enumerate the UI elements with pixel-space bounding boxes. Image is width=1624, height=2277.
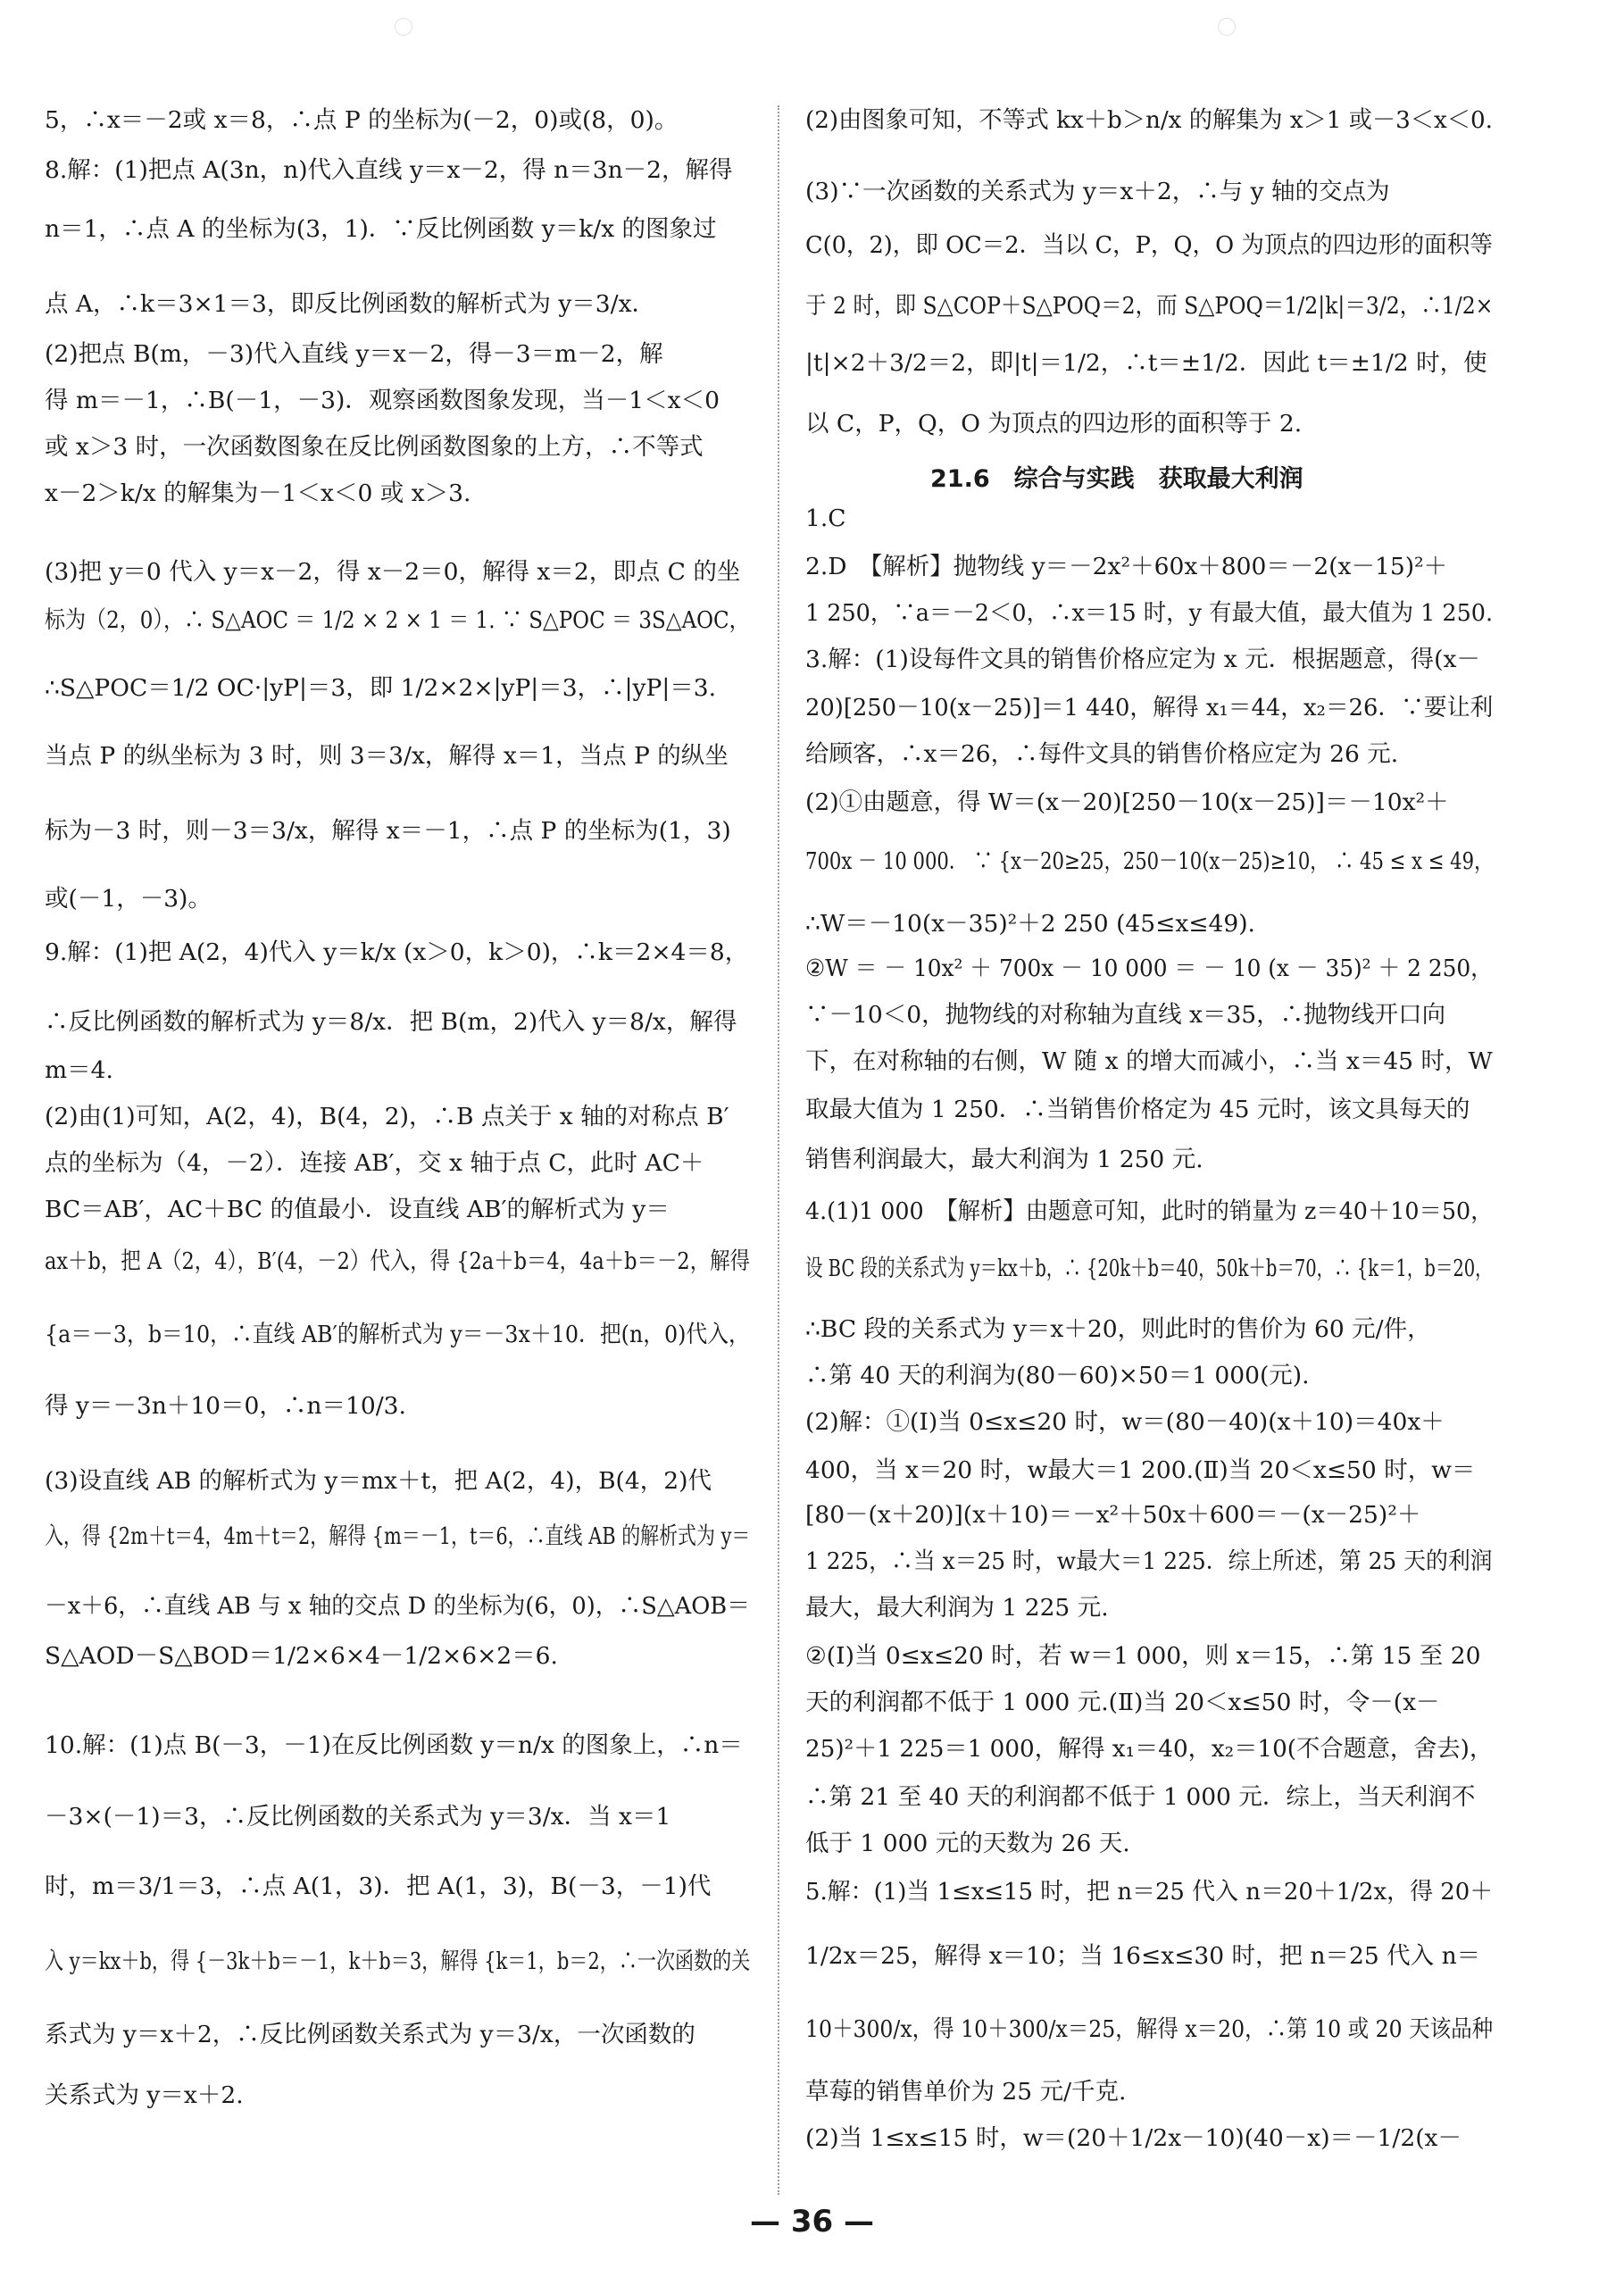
text-line: (2)解：①(Ⅰ)当 0≤x≤20 时，w＝(80－40)(x＋10)＝40x＋ bbox=[805, 1408, 1445, 1436]
text-line: 关系式为 y＝x＋2. bbox=[45, 2081, 244, 2109]
text-line: 25)²＋1 225＝1 000，解得 x₁＝40，x₂＝10(不合题意，舍去)， bbox=[805, 1735, 1494, 1763]
text-line: (2)把点 B(m，－3)代入直线 y＝x－2，得－3＝m－2，解 bbox=[45, 340, 663, 368]
text-line: 400，当 x＝20 时，w最大＝1 200.(Ⅱ)当 20＜x≤50 时，w＝ bbox=[805, 1456, 1476, 1484]
text-line: 标为－3 时，则－3＝3/x，解得 x＝－1，∴点 P 的坐标为(1，3) bbox=[45, 817, 731, 845]
text-line: 当点 P 的纵坐标为 3 时，则 3＝3/x，解得 x＝1，当点 P 的纵坐 bbox=[45, 742, 729, 770]
text-line: C(0，2)，即 OC＝2．当以 C，P，Q，O 为顶点的四边形的面积等 bbox=[805, 231, 1493, 259]
text-line: BC＝AB′，AC＋BC 的值最小．设直线 AB′的解析式为 y＝ bbox=[45, 1196, 670, 1223]
text-line: 1 250，∵a＝－2＜0，∴x＝15 时，y 有最大值，最大值为 1 250. bbox=[805, 599, 1494, 627]
text-line: (3)把 y＝0 代入 y＝x－2，得 x－2＝0，解得 x＝2，即点 C 的坐 bbox=[45, 558, 741, 586]
text-line: ∴第 21 至 40 天的利润都不低于 1 000 元．综上，当天利润不 bbox=[805, 1783, 1476, 1811]
text-line: ②W ＝ － 10x² ＋ 700x － 10 000 ＝ － 10 (x － 35)² ＋ 2 250， bbox=[805, 955, 1493, 982]
text-line: (3)设直线 AB 的解析式为 y＝mx＋t，把 A(2，4)，B(4，2)代 bbox=[45, 1467, 712, 1495]
text-line: (2)当 1≤x≤15 时，w＝(20＋1/2x－10)(40－x)＝－1/2(x－ bbox=[805, 2124, 1462, 2152]
text-line: 给顾客，∴x＝26，∴每件文具的销售价格应定为 26 元. bbox=[805, 740, 1399, 768]
text-line: 最大，最大利润为 1 225 元. bbox=[805, 1594, 1109, 1622]
text-line: －3×(－1)＝3，∴反比例函数的关系式为 y＝3/x．当 x＝1 bbox=[45, 1803, 671, 1831]
text-line: 入，得 {2m＋t＝4，4m＋t＝2，解得 {m＝－1，t＝6，∴直线 AB 的解析式为 y＝ bbox=[45, 1522, 751, 1550]
text-line: m＝4. bbox=[45, 1056, 113, 1084]
text-line: 10＋300/x，得 10＋300/x＝25，解得 x＝20，∴第 10 或 20 天该品种 bbox=[805, 2015, 1494, 2043]
text-line: (2)①由题意，得 W＝(x－20)[250－10(x－25)]＝－10x²＋ bbox=[805, 788, 1449, 816]
text-line: 5，∴x＝－2或 x＝8，∴点 P 的坐标为(－2，0)或(8，0)。 bbox=[45, 106, 679, 134]
text-line: 时，m＝3/1＝3，∴点 A(1，3)．把 A(1，3)，B(－3，－1)代 bbox=[45, 1872, 712, 1900]
text-line: ∵－10＜0，抛物线的对称轴为直线 x＝35，∴抛物线开口向 bbox=[805, 1001, 1446, 1029]
text-line: 系式为 y＝x＋2，∴反比例函数关系式为 y＝3/x，一次函数的 bbox=[45, 2021, 695, 2048]
text-line: 于 2 时，即 S△COP＋S△POQ＝2，而 S△POQ＝1/2|k|＝3/2，∴1/2× bbox=[805, 292, 1494, 320]
text-line: 草莓的销售单价为 25 元/千克. bbox=[805, 2078, 1127, 2106]
column-divider bbox=[778, 105, 779, 2195]
text-line: 3.解：(1)设每件文具的销售价格应定为 x 元．根据题意，得(x－ bbox=[805, 646, 1480, 673]
text-line: [80－(x＋20)](x＋10)＝－x²＋50x＋600＝－(x－25)²＋ bbox=[805, 1501, 1421, 1529]
text-line: 取最大值为 1 250．∴当销售价格定为 45 元时，该文具每天的 bbox=[805, 1096, 1470, 1123]
text-line: 点 A，∴k＝3×1＝3，即反比例函数的解析式为 y＝3/x． bbox=[45, 290, 656, 318]
text-line: ∴S△POC＝1/2 OC·|yP|＝3，即 1/2×2×|yP|＝3，∴|yP|＝3. bbox=[45, 674, 717, 702]
text-line: 10.解：(1)点 B(－3，－1)在反比例函数 y＝n/x 的图象上，∴n＝ bbox=[45, 1731, 743, 1759]
text-line: ∴第 40 天的利润为(80－60)×50＝1 000(元). bbox=[805, 1362, 1310, 1389]
text-line: 入 y＝kx＋b，得 {－3k＋b＝－1，k＋b＝3，解得 {k＝1，b＝2，∴一次函数的关 bbox=[45, 1948, 751, 1975]
text-line: 得 m＝－1，∴B(－1，－3)．观察函数图象发现，当－1＜x＜0 bbox=[45, 387, 720, 414]
text-line: 4.(1)1 000 【解析】由题意可知，此时的销量为 z＝40＋10＝50， bbox=[805, 1197, 1494, 1225]
text-line: ∴BC 段的关系式为 y＝x＋20，则此时的售价为 60 元/件， bbox=[805, 1315, 1431, 1343]
text-line: (2)由图象可知，不等式 kx＋b＞n/x 的解集为 x＞1 或－3＜x＜0. bbox=[805, 106, 1494, 134]
text-line: 点的坐标为（4，－2）．连接 AB′，交 x 轴于点 C，此时 AC＋ bbox=[45, 1149, 704, 1177]
text-line: 天的利润都不低于 1 000 元.(Ⅱ)当 20＜x≤50 时，令－(x－ bbox=[805, 1689, 1440, 1716]
text-line: S△AOD－S△BOD＝1/2×6×4－1/2×6×2＝6. bbox=[45, 1642, 558, 1670]
page-number: — 36 — bbox=[750, 2204, 874, 2239]
scan-mark bbox=[1218, 18, 1236, 36]
text-line: 下，在对称轴的右侧，W 随 x 的增大而减小，∴当 x＝45 时，W bbox=[805, 1047, 1493, 1075]
text-line: 得 y＝－3n＋10＝0，∴n＝10/3. bbox=[45, 1392, 406, 1420]
text-line: 以 C，P，Q，O 为顶点的四边形的面积等于 2. bbox=[805, 410, 1303, 438]
text-line: 或 x＞3 时，一次函数图象在反比例函数图象的上方，∴不等式 bbox=[45, 433, 704, 461]
text-line: 5.解：(1)当 1≤x≤15 时，把 n＝25 代入 n＝20＋1/2x，得 20＋ bbox=[805, 1878, 1494, 1906]
text-line: ∴W＝－10(x－35)²＋2 250 (45≤x≤49). bbox=[805, 910, 1255, 938]
text-line: 设 BC 段的关系式为 y＝kx＋b，∴ {20k＋b＝40，50k＋b＝70，∴ {k＝1，b＝20， bbox=[805, 1255, 1493, 1282]
text-line: 8.解：(1)把点 A(3n，n)代入直线 y＝x－2，得 n＝3n－2，解得 bbox=[45, 156, 733, 184]
text-line: (3)∵一次函数的关系式为 y＝x＋2，∴与 y 轴的交点为 bbox=[805, 178, 1390, 205]
text-line: 1/2x＝25，解得 x＝10；当 16≤x≤30 时，把 n＝25 代入 n＝ bbox=[805, 1942, 1481, 1970]
section-heading: 21.6 综合与实践 获取最大利润 bbox=[930, 465, 1303, 493]
text-line: 700x － 10 000． ∵ {x－20≥25，250－10(x－25)≥10， ∴ 45 ≤ x ≤ 49， bbox=[805, 847, 1494, 875]
text-line: 标为（2，0），∴ S△AOC ＝ 1/2 × 2 × 1 ＝ 1. ∵ S△POC ＝ 3S△AOC， bbox=[45, 606, 750, 634]
scan-mark bbox=[395, 18, 412, 36]
text-line: (2)由(1)可知，A(2，4)，B(4，2)，∴B 点关于 x 轴的对称点 B′ bbox=[45, 1103, 729, 1130]
text-line: 9.解：(1)把 A(2，4)代入 y＝k/x (x＞0，k＞0)，∴k＝2×4＝8， bbox=[45, 938, 749, 966]
text-line: 2.D 【解析】抛物线 y＝－2x²＋60x＋800＝－2(x－15)²＋ bbox=[805, 553, 1448, 580]
text-line: ∴反比例函数的解析式为 y＝8/x．把 B(m，2)代入 y＝8/x，解得 bbox=[45, 1008, 737, 1036]
text-line: 或(－1，－3)。 bbox=[45, 885, 212, 913]
text-line: {a＝－3，b＝10，∴直线 AB′的解析式为 y＝－3x＋10．把(n，0)代入， bbox=[45, 1321, 750, 1348]
text-line: －x＋6，∴直线 AB 与 x 轴的交点 D 的坐标为(6，0)，∴S△AOB＝ bbox=[45, 1592, 750, 1620]
text-line: n＝1，∴点 A 的坐标为(3，1)．∵反比例函数 y＝k/x 的图象过 bbox=[45, 215, 717, 243]
text-line: 低于 1 000 元的天数为 26 天. bbox=[805, 1830, 1130, 1857]
text-line: ②(Ⅰ)当 0≤x≤20 时，若 w＝1 000，则 x＝15，∴第 15 至 20 bbox=[805, 1642, 1481, 1670]
text-line: 销售利润最大，最大利润为 1 250 元. bbox=[805, 1146, 1203, 1173]
text-line: |t|×2＋3/2＝2，即|t|＝1/2，∴t＝±1/2．因此 t＝±1/2 时，使 bbox=[805, 349, 1487, 377]
text-line: ax＋b，把 A（2，4），B′(4，－2）代入，得 {2a＋b＝4，4a＋b＝－2，解得 bbox=[45, 1247, 751, 1275]
text-line: 1 225，∴当 x＝25 时，w最大＝1 225．综上所述，第 25 天的利润 bbox=[805, 1547, 1493, 1575]
text-line: 20)[250－10(x－25)]＝1 440，解得 x₁＝44，x₂＝26．∵要让利 bbox=[805, 694, 1494, 721]
text-line: 1.C bbox=[805, 505, 846, 532]
text-line: x－2＞k/x 的解集为－1＜x＜0 或 x＞3. bbox=[45, 480, 471, 507]
